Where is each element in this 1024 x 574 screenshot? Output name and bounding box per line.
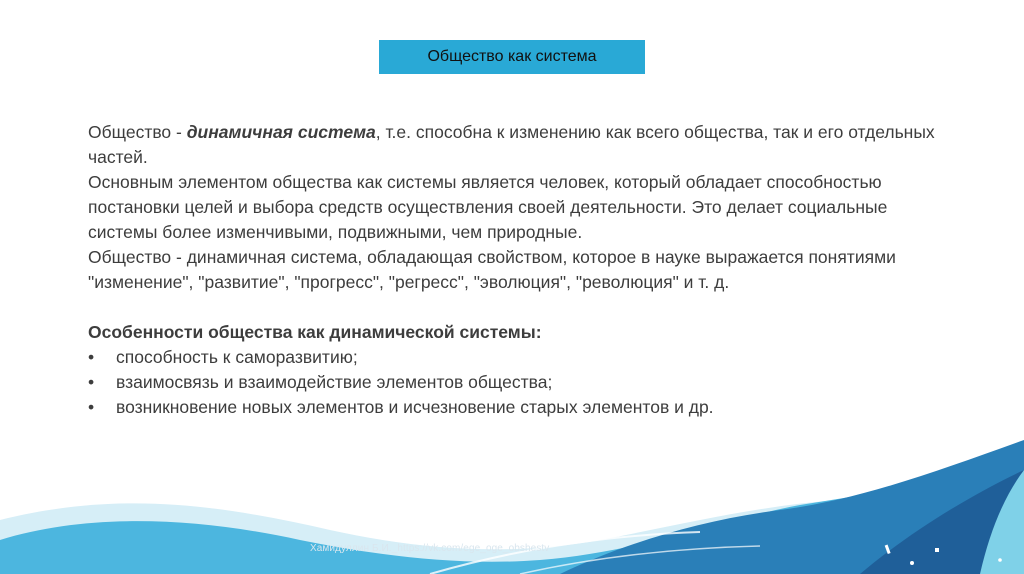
list-item (88, 395, 948, 420)
list-item-text: возникновение новых элементов и исчезновение старых элементов и др. (116, 397, 714, 417)
list-item-text: взаимосвязь и взаимодействие элементов общества; (116, 372, 553, 392)
paragraph-2: Основным элементом общества как системы является человек, который обладает способностью постановки целей и выбора средств осуществления своей деятельности. Это делает социальные системы более изменчивыми, подвижными, чем природные. (88, 172, 888, 242)
slide-title (379, 40, 645, 74)
confetti-dot (910, 561, 914, 565)
slide-title-text: Общество как система (427, 48, 597, 65)
bullet-icon: • (88, 397, 95, 417)
paragraph-1-emphasis: динамичная система (186, 122, 376, 142)
features-heading: Особенности общества как динамической системы: (88, 322, 542, 342)
paragraph-1-end: , т.е. способна к изменению как всего общества, так и его отдельных частей. (88, 122, 935, 167)
bullet-icon: • (88, 347, 95, 367)
footer-credit: Хамидуллин Б.И._https://vk.com/ege_oge_obshestv (310, 543, 550, 554)
list-item (88, 370, 948, 395)
confetti-dot (935, 548, 939, 552)
features-list (88, 345, 948, 420)
slide-body (88, 120, 948, 420)
bullet-icon: • (88, 372, 95, 392)
paragraph-1 (88, 120, 948, 170)
paragraph-3: Общество - динамичная система, обладающая свойством, которое в науке выражается понятиями "изменение", "развитие", "прогресс", "регресс", "эволюция", "революция" и т. д. (88, 247, 896, 292)
spacer (88, 295, 948, 320)
paragraph-1-start: Общество - (88, 122, 187, 142)
confetti-dot (998, 558, 1002, 562)
list-item (88, 345, 948, 370)
list-item-text: способность к саморазвитию; (116, 347, 358, 367)
